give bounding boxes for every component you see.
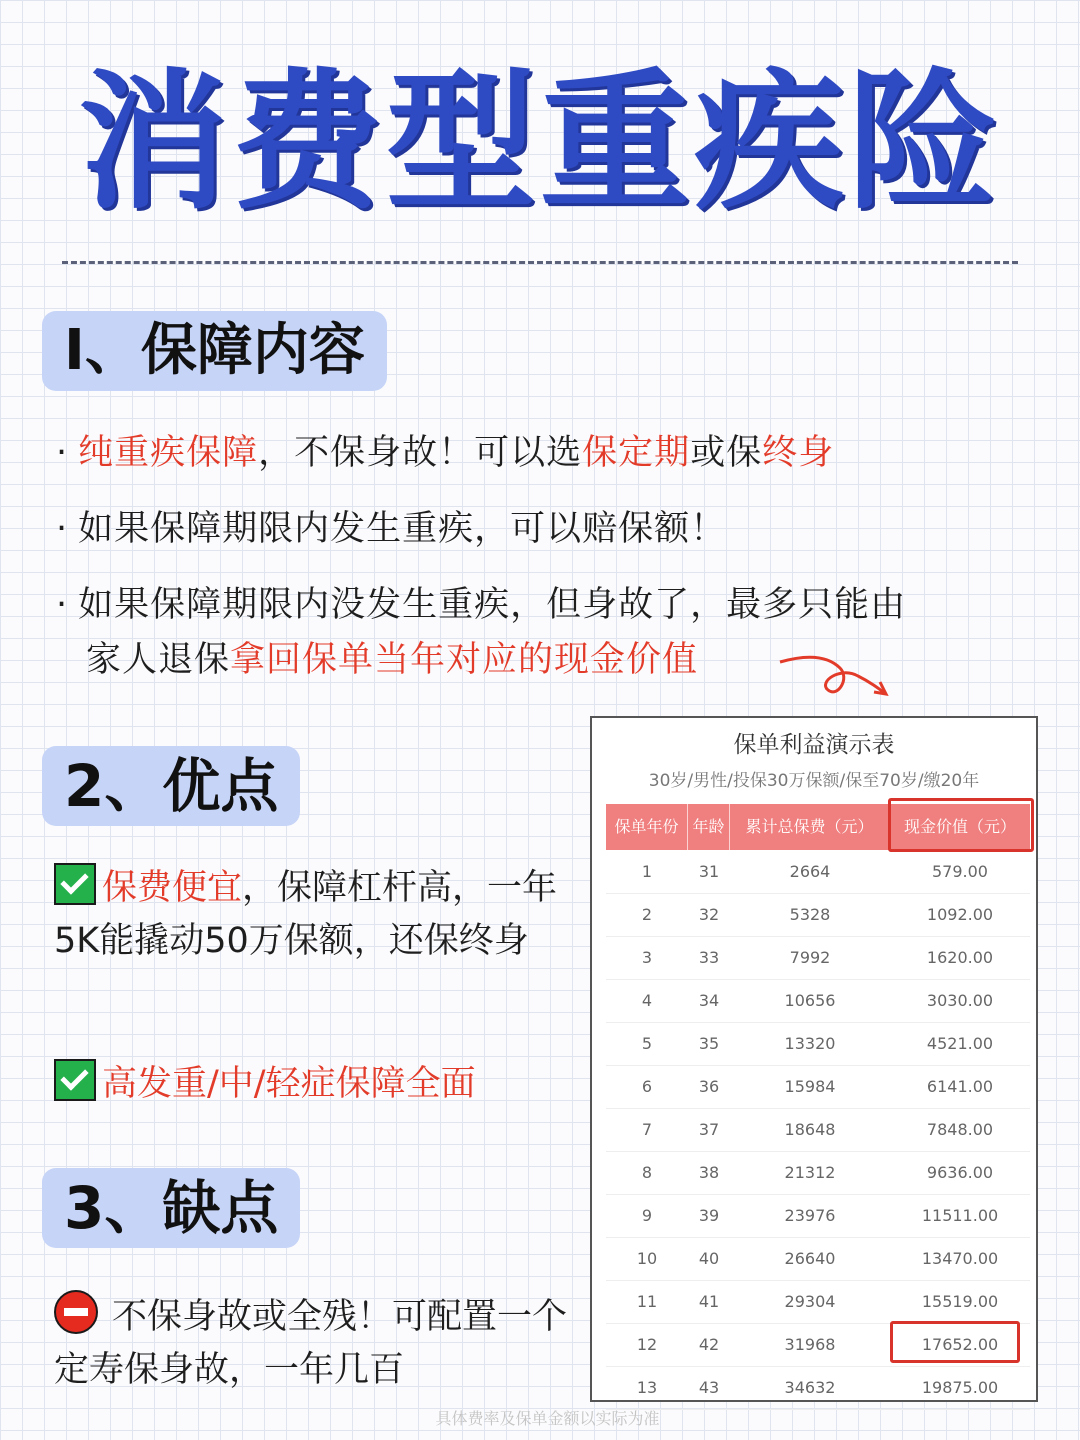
table-cell: 579.00 [932, 862, 988, 881]
table-cell: 43 [698, 1378, 720, 1397]
table-cell: 34632 [784, 1378, 836, 1397]
checkmark-icon [54, 863, 96, 905]
table-cell: 10 [636, 1249, 658, 1268]
table-cell: 9 [641, 1206, 653, 1225]
footnote: 具体费率及保单金额以实际为准 [435, 1409, 660, 1428]
table-cell: 31 [698, 862, 720, 881]
table-row [606, 979, 1030, 1023]
table-cell: 31968 [784, 1335, 836, 1354]
table-cell: 15984 [784, 1077, 836, 1096]
table-subtitle: 30岁/男性/投保30万保额/保至70岁/缴20年 [648, 771, 980, 791]
table-cell: 34 [698, 991, 720, 1010]
table-row [606, 1194, 1030, 1238]
dashed-divider [62, 261, 1018, 264]
table-cell: 32 [698, 905, 720, 924]
pro-item-coverage [54, 1058, 574, 1111]
table-row [606, 850, 1030, 894]
section-heading-pros: 2、优点 [42, 746, 300, 826]
table-cell: 6141.00 [926, 1077, 994, 1096]
table-cell: 26640 [784, 1249, 836, 1268]
table-cell: 12 [636, 1335, 658, 1354]
table-cell: 37 [698, 1120, 720, 1139]
bullet-dot: · [56, 433, 69, 473]
table-cell: 19875.00 [921, 1378, 999, 1397]
highlight-text: 拿回保单当年对应的现金价值 [230, 640, 699, 680]
column-header: 年龄 [688, 804, 730, 850]
pro-text: ，保障杠杆高，一年5K能撬动50万保额，还保终身 [54, 868, 558, 961]
table-cell: 1 [641, 862, 653, 881]
table-row [606, 1237, 1030, 1281]
table-row [606, 936, 1030, 980]
table-cell: 2 [641, 905, 653, 924]
table-cell: 7848.00 [926, 1120, 994, 1139]
table-cell: 38 [698, 1163, 720, 1182]
table-cell: 13470.00 [921, 1249, 999, 1268]
checkmark-icon [54, 1059, 96, 1101]
table-cell: 7 [641, 1120, 653, 1139]
table-row [606, 1065, 1030, 1109]
table-cell: 5 [641, 1034, 653, 1053]
table-cell: 29304 [784, 1292, 836, 1311]
table-cell: 13320 [784, 1034, 836, 1053]
table-cell: 11511.00 [921, 1206, 999, 1225]
table-cell: 4521.00 [926, 1034, 994, 1053]
table-cell: 35 [698, 1034, 720, 1053]
con-item [54, 1290, 574, 1397]
highlight-text: 保费便宜 [102, 868, 243, 908]
pro-item-cheap [54, 862, 574, 968]
bullet-claim [56, 502, 726, 557]
table-cell: 11 [636, 1292, 658, 1311]
table-cell: 9636.00 [926, 1163, 994, 1182]
highlight-text: 终身 [762, 433, 835, 473]
table-cell: 18648 [784, 1120, 836, 1139]
highlighted-cash-value [890, 1321, 1020, 1363]
con-text: 不保身故或全残！可配置一个定寿保身故，一年几百 [54, 1297, 568, 1390]
bullet-text: 或保 [690, 433, 763, 473]
table-row [606, 893, 1030, 937]
highlight-text: 高发重/中/轻症保障全面 [102, 1064, 476, 1104]
table-cell: 8 [641, 1163, 653, 1182]
table-row [606, 1366, 1030, 1410]
table-cell: 7992 [789, 948, 831, 967]
table-row [606, 1151, 1030, 1195]
bullet-text: 家人退保 [86, 640, 231, 680]
bullet-dot: · [56, 509, 69, 549]
table-cell: 2664 [789, 862, 831, 881]
table-cell: 41 [698, 1292, 720, 1311]
table-cell: 36 [698, 1077, 720, 1096]
table-cell: 33 [698, 948, 720, 967]
table-cell: 42 [698, 1335, 720, 1354]
table-cell: 40 [698, 1249, 720, 1268]
table-cell: 21312 [784, 1163, 836, 1182]
curly-arrow-icon [778, 646, 894, 706]
table-cell: 13 [636, 1378, 658, 1397]
highlight-text: 保定期 [582, 433, 691, 473]
column-header: 现金价值（元） [903, 817, 1016, 836]
column-header: 保单年份 [606, 804, 688, 850]
table-cell: 10656 [784, 991, 836, 1010]
benefit-table-card [590, 716, 1038, 1402]
table-cell: 3030.00 [926, 991, 994, 1010]
section-heading-cons: 3、缺点 [42, 1168, 300, 1248]
table-row [606, 1022, 1030, 1066]
table-cell: 3 [641, 948, 653, 967]
table-cell: 6 [641, 1077, 653, 1096]
bullet-text: 如果保障期限内没发生重疾，但身故了，最多只能由 [78, 585, 907, 625]
cash-value-header-highlight [888, 798, 1034, 852]
column-header: 累计总保费（元） [730, 804, 890, 850]
section-heading-coverage: I、保障内容 [42, 311, 387, 391]
table-cell: 39 [698, 1206, 720, 1225]
bullet-text: ，不保身故！可以选 [258, 433, 583, 473]
page-title: 消费型重疾险 [77, 56, 1002, 230]
highlight-text: 纯重疾保障 [78, 433, 259, 473]
bullet-dot: · [56, 585, 69, 625]
table-cell: 4 [641, 991, 653, 1010]
table-cell: 15519.00 [921, 1292, 999, 1311]
table-cell: 1620.00 [926, 948, 994, 967]
table-title: 保单利益演示表 [733, 732, 895, 758]
table-row [606, 1280, 1030, 1324]
table-row [606, 1108, 1030, 1152]
bullet-coverage-type [56, 426, 834, 481]
table-cell: 17652.00 [921, 1335, 999, 1354]
no-entry-icon [54, 1290, 98, 1334]
table-cell: 23976 [784, 1206, 836, 1225]
table-cell: 5328 [789, 905, 831, 924]
table-cell: 1092.00 [926, 905, 994, 924]
bullet-text: 如果保障期限内发生重疾，可以赔保额！ [78, 509, 727, 549]
